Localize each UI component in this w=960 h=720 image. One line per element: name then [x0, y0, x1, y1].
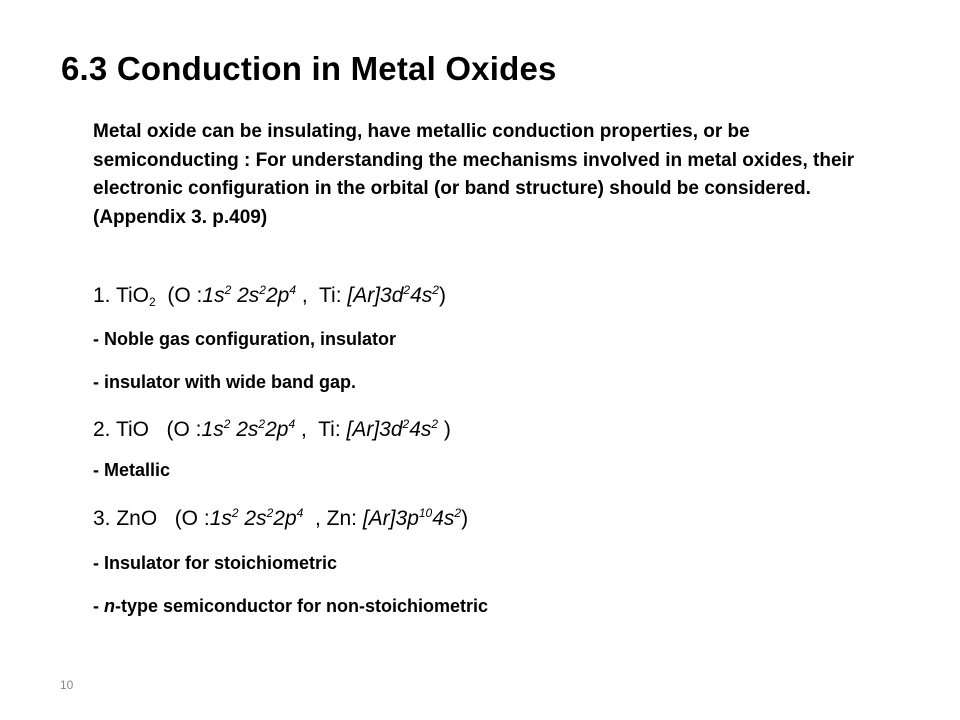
section-heading-tio: 2. TiO (O $:1s^2$ $2s^22p^4$ , Ti: $[Ar]3d^24s^2$ )	[93, 417, 451, 441]
bullet-item: - n-type semiconductor for non-stoichiometric	[93, 596, 489, 616]
bullet-text: -type semiconductor for non-stoichiometric	[115, 596, 489, 616]
bullet-item: - Noble gas configuration, insulator	[93, 329, 397, 349]
bullet-item: - Metallic	[93, 460, 171, 480]
bullet-text: insulator with wide band gap.	[104, 372, 357, 392]
page-number: 10	[60, 678, 74, 692]
section-heading-zno: 3. ZnO (O $:1s^2$ $2s^22p^4$ , Zn: $[Ar]3p^{10}4s^2$)	[93, 506, 469, 530]
slide-title: 6.3 Conduction in Metal Oxides	[61, 50, 557, 87]
bullet-item: - insulator with wide band gap.	[93, 372, 357, 392]
section-heading-tio2: 1. TiO$_2$ (O $:1s^2$ $2s^22p^4$ , Ti: $[Ar]3d^24s^2$)	[93, 283, 446, 309]
bullet-text-emphasis: n	[104, 596, 115, 616]
bullet-item: - Insulator for stoichiometric	[93, 553, 338, 573]
bullet-text: Insulator for stoichiometric	[104, 553, 338, 573]
intro-paragraph: Metal oxide can be insulating, have metallic conduction properties, or be semiconducting : For understanding the mechanisms involved in metal oxides, their electronic configuration in the orbital (or band structure) should be considered. (Appendix 3. p.409)	[93, 121, 855, 228]
